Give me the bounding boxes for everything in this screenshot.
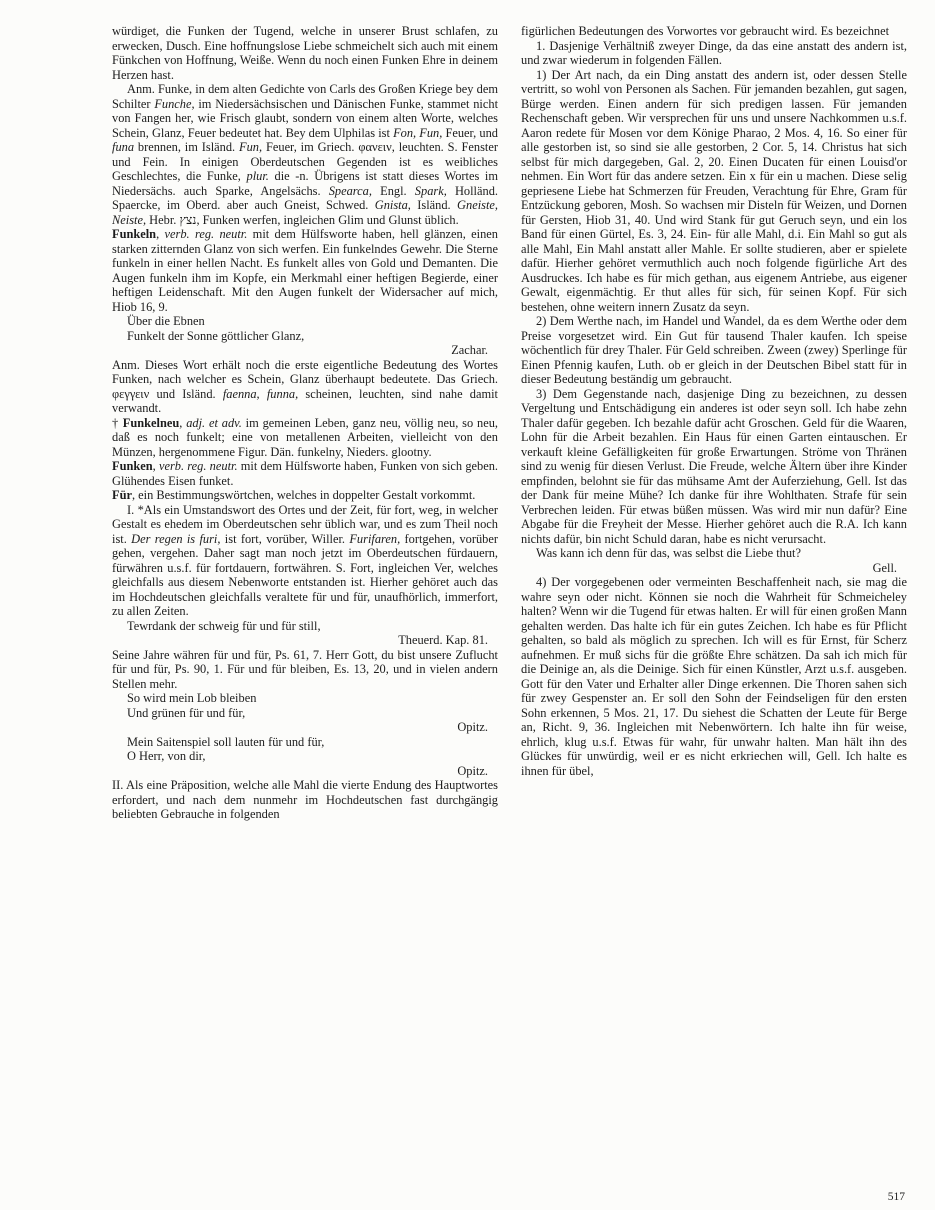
text-segment: Engl. — [371, 183, 415, 198]
text-segment: , — [156, 227, 165, 241]
text-segment: Für — [112, 488, 132, 502]
paragraph — [521, 575, 907, 778]
text-segment: Feuer, und — [442, 125, 498, 140]
paragraph — [112, 227, 498, 314]
text-segment: Holländ. Spaercke, im Oberd. aber auch Gneist, Schwed. — [112, 183, 498, 212]
text-segment: Anm. Dieses Wort erhält noch die erste eigentliche Bedeutung des Wortes Funken, nach welcher es Schein, Glanz überhaupt bedeutete. Das Griech. φεγγειν und Isländ. — [112, 357, 498, 401]
verse-line — [112, 749, 498, 764]
text-segment: faenna, funna, — [222, 386, 299, 401]
text-segment: würdiget, die Funken der Tugend, welche in unserer Brust schlafen, zu erwecken, Dusch. Eine hoffnungslose Liebe schmeichelt sich auch mit einem Fünkchen von Hoffnung, Weiße. Wenn du noch einen Funken Ehre in deinem Herzen hast. — [112, 24, 498, 82]
text-segment: im gemeinen Leben, ganz neu, völlig neu, so neu, daß es noch funkelt; eine von metallenen Arbeiten, vielleicht von den Münzen, hergenommene Figur. Dän. funkelny, Nieders. glootny. — [112, 415, 499, 459]
text-segment: Opitz. — [457, 763, 488, 778]
text-segment: 2) Dem Werthe nach, im Handel und Wandel, da es dem Werthe oder dem Preise vorgesetzet wird. Ein Gut für tausend Thaler kaufen. Ich speise wöchentlich für drey Thaler. Für Geld schreiben. Zween (zwey) Sperlinge für Einen Pfennig kaufen, Luth. ob er gleich in der Deutschen Bibel statt für in dieser Bedeutung beständig um gebraucht. — [521, 314, 907, 386]
text-segment: fortgehen, vorüber gehen, vergehen. Daher sagt man noch jetzt im Oberdeutschen fürdauern, fürwähren u.s.f. für fortdauern, fortwähren. S. Fort, ingleichen Ver, welches gleichfalls aus diesem Nebenworte entstanden ist. Hierher gehöret auch das im Hochdeutschen gleichfalls veraltete für und für, unaufhörlich, immerfort, zu allen Zeiten. — [112, 531, 498, 618]
text-segment: Opitz. — [457, 720, 488, 734]
verse-line — [521, 546, 907, 561]
text-segment: , — [179, 415, 187, 430]
text-segment: Anm. Funke, in dem alten Gedichte von Carls des Großen Kriege bey dem Schilter — [112, 82, 498, 111]
text-segment: 1. Dasjenige Verhältniß zweyer Dinge, da das eine anstatt des andern ist, und zwar wiederum in folgenden Fällen. — [521, 38, 907, 67]
text-segment: brennen, im Isländ. — [134, 140, 240, 154]
text-columns — [112, 24, 907, 1188]
paragraph — [521, 39, 907, 68]
text-segment: Tewrdank der schweig für und für still, — [127, 618, 321, 633]
paragraph — [521, 314, 907, 387]
text-segment: Gnista, — [374, 198, 411, 212]
verse-line — [112, 329, 498, 344]
paragraph — [112, 24, 498, 82]
paragraph — [521, 68, 907, 315]
left-column — [112, 24, 498, 1188]
text-segment: Furifaren, — [349, 531, 401, 546]
text-segment: , ein Bestimmungswörtchen, welches in doppelter Gestalt vorkommt. — [131, 488, 476, 502]
paragraph — [112, 82, 498, 227]
text-segment: Theuerd. Kap. 81. — [398, 633, 488, 647]
text-segment: I. *Als ein Umstandswort des Ortes und der Zeit, für fort, weg, in welcher Gestalt es ehedem im Oberdeutschen sehr üblich war, und es zum Theil noch ist. — [112, 502, 498, 546]
verse-line — [112, 314, 498, 329]
text-segment: Seine Jahre währen für und für, Ps. 61, 7. Herr Gott, du bist unsere Zuflucht für und für, Ps. 90, 1. Für und für bleiben, Es. 13, 20, und in vielen andern Stellen mehr. — [112, 647, 498, 691]
attribution — [521, 561, 907, 576]
text-segment: Fun, — [239, 140, 263, 154]
text-segment: Fon, Fun, — [393, 125, 443, 140]
text-segment: 1) Der Art nach, da ein Ding anstatt des andern ist, oder dessen Stelle vertritt, so wohl von Personen als Sachen. Für jemanden bezahlen, gut sagen, Bürge werden. Einen andern für sich predigen lassen. Für jemanden Rechenschaft geben. Wir versprechen für uns und unsere Nachkommen u.s.f. Aaron redete für Mosen vor dem Könige Pharao, 2 Mos. 4, 16. So einer für alle gestorben ist, so sind sie alle gestorben, 2 Cor. 5, 14. Christus hat sich selbst für mich dargegeben, Gal. 2, 20. Einen Ducaten für einen Louisd'or nehmen. Ein Wort für das andere setzen. Ein x für ein u machen. Diese selig gepriesene Liebe hat Schmerzen für Freuden, Verachtung für Ehre, Gram für Entzückung geboren, Mosh. So wachsen mir Disteln für Weizen, und Dornen für Gersten, Hiob 31, 40. Und wird Stank für gut Geruch seyn, und ein los Band für einen Gürtel, Es. 3, 24. Ein- für alle Mahl, d.i. Ein Mahl so gut als alle Mahl, Ein Mahl anstatt aller Mahle. Er sollte studieren, aber er spielete dafür. Hierher gehöret vermuthlich auch noch folgende figürliche Art des Ausdruckes. Ich habe es für mich gethan, aus eigenem Antriebe, aus eigener Gewalt, eigenmächtig. Er thut alles für sich, für seinen Kopf. Für sich bestehen, ohne weitern innern Zusatz da seyn. — [521, 67, 907, 314]
text-segment: Und grünen für und für, — [127, 705, 246, 720]
text-segment: II. Als eine Präposition, welche alle Mahl die vierte Endung des Hauptwortes erfordert, und nach dem nunmehr im Hochdeutschen fast durchgängig beliebten Gebrauche in folgenden — [112, 778, 498, 821]
text-segment: funa — [112, 140, 135, 154]
verse-line — [112, 735, 498, 750]
paragraph — [112, 503, 498, 619]
text-segment: Gell. — [872, 560, 897, 575]
text-segment: verb. reg. neutr. — [164, 227, 248, 241]
text-segment: scheinen, leuchten, sind nahe damit verwandt. — [112, 386, 498, 415]
verse-line — [112, 706, 498, 721]
attribution — [112, 633, 498, 648]
text-segment: Hebr. נצץ, Funken werfen, ingleichen Glim und Glunst üblich. — [146, 212, 459, 227]
text-segment: plur. — [246, 169, 269, 183]
text-segment: Zachar. — [451, 343, 488, 357]
text-segment: Feuer, im Griech. φανειν, leuchten. S. Fenster und Fein. In einigen Oberdeutschen Gegenden ist es weibliches Geschlechtes, die Funke, — [112, 140, 498, 183]
text-segment: † — [112, 415, 123, 430]
attribution — [112, 343, 498, 358]
text-segment: Funken — [112, 459, 153, 473]
right-column — [521, 24, 907, 1188]
text-segment: adj. et adv. — [186, 415, 242, 430]
paragraph — [112, 488, 498, 503]
text-segment: mit dem Hülfsworte haben, Funken von sich geben. Glühendes Eisen funket. — [112, 459, 499, 488]
text-segment: ist fort, vorüber, Willer. — [220, 531, 350, 546]
text-segment: Der regen is furi, — [131, 531, 221, 546]
text-segment: Funkeln — [112, 227, 157, 241]
text-segment: Was kann ich denn für das, was selbst die Liebe thut? — [536, 546, 801, 560]
attribution — [112, 720, 498, 735]
verse-line — [112, 619, 498, 634]
text-segment: Funkelt der Sonne göttlicher Glanz, — [127, 328, 305, 343]
text-segment: Spark, — [414, 183, 447, 198]
attribution — [112, 764, 498, 779]
paragraph — [112, 416, 498, 460]
paragraph — [112, 648, 498, 692]
text-segment: 4) Der vorgegebenen oder vermeinten Beschaffenheit nach, sie mag die wahre seyn oder nicht. Können sie noch die Wahrheit für Schmeicheley halten? Wenn wir die Tugend für etwas halten. Er will für einen großen Mann gehalten werden. Das halte ich für ein gutes Zeichen. Ich habe es für Pflicht gehalten, so bald als möglich zu sprechen. Ich will es für Ernst, für Scherz aufnehmen. Er muß sichs für die größte Ehre schätzen. Da sah ich mich für die Deinige an, als die Deinige. Sich für einen Künstler, Arzt u.s.f. ausgeben. Gott für den Vater und Erhalter aller Dinge erkennen. Die Thoren sahen sich für zwey Gespenster an. Er soll den Sohn der Feindseligen für den ersten Sohn erkennen, 5 Mos. 21, 17. Du siehest die Schatten der Leute für Berge an, Richt. 9, 36. Ingleichen mit Nebenwörtern. Ich halte ihn für weise, ehrlich, klug u.s.f. Etwas für wahr, für unwahr halten. Man hält ihn des Glückes für unwürdig, weil er es nicht erkriechen will, Gell. Ich halte es ihnen für übel, — [521, 575, 907, 778]
text-segment: Über die Ebnen — [127, 314, 205, 328]
paragraph — [521, 387, 907, 547]
text-segment: So wird mein Lob bleiben — [127, 691, 257, 705]
text-segment: Spearca, — [328, 183, 372, 198]
text-segment: verb. reg. neutr. — [158, 459, 238, 473]
paragraph — [112, 358, 498, 416]
text-segment: Mein Saitenspiel soll lauten für und für, — [127, 734, 325, 749]
text-segment: O Herr, von dir, — [127, 749, 206, 763]
text-segment: Gneiste, Neiste, — [112, 198, 498, 227]
text-segment: die -n. Übrigens ist statt dieses Wortes im Niedersächs. auch Sparke, Angelsächs. — [112, 169, 499, 198]
text-segment: Funkelneu — [122, 415, 180, 430]
paragraph — [112, 459, 498, 488]
text-segment: Funche, — [154, 96, 195, 111]
paragraph — [521, 24, 907, 39]
text-segment: 3) Dem Gegenstande nach, dasjenige Ding zu bezeichnen, zu dessen Vergeltung und Entschädigung ein anderes ist oder seyn soll. Ich habe zehn Thaler dafür gegeben. Ich bezahle dafür acht Groschen. Geld für die Waaren, Lohn für die Arbeit bezahlen. Ein Haus für einen Garten eintauschen. Er verkauft kleine Gefälligkeiten für große Erwartungen. Ströme von Thränen sind zu wenig für diesen Verlust. Die Freude, welche Ältern über ihre Kinder empfinden, belohnt sie für das mühsame Amt der Auferziehung, Gell. Ist das der Dank für meine Mühe? Ich danke für ihre Wohlthaten. Strafe für sein Verbrechen leiden. Für etwas büßen müssen. Was wird mir nun dafür? Eine Abgabe für die Freyheit der Messe. Hierher gehöret auch die R.A. Ich kann nichts dafür, bin nicht Schuld daran, habe es nicht verursacht. — [521, 386, 907, 546]
text-segment: im Niedersächsischen und Dänischen Funke, stammet nicht von Fangen her, wie Frisch glaubt, sondern von einem alten Worte, welches Schein, Glanz, Feuer bedeutet hat. Bey dem Ulphilas ist — [112, 96, 499, 140]
text-segment: Isländ. — [410, 198, 458, 212]
paragraph — [112, 778, 498, 822]
text-segment: mit dem Hülfsworte haben, hell glänzen, einen starken zitternden Glanz von sich werfen. Ein funkelndes Gewehr. Die Sterne funkeln in einer hellen Nacht. Es funkelt alles von Gold und Demanten. Die Augen funkeln ihm im Kopfe, ein Merkmahl einer heftigen Begierde, einer heftigen Leidenschaft. Mit den Augen funkelt der Widersacher auf mich, Hiob 16, 9. — [112, 227, 498, 314]
text-segment: figürlichen Bedeutungen des Vorwortes vor gebraucht wird. Es bezeichnet — [521, 24, 890, 38]
verse-line — [112, 691, 498, 706]
text-segment: , — [152, 459, 159, 473]
page-number: 517 — [887, 1190, 905, 1203]
